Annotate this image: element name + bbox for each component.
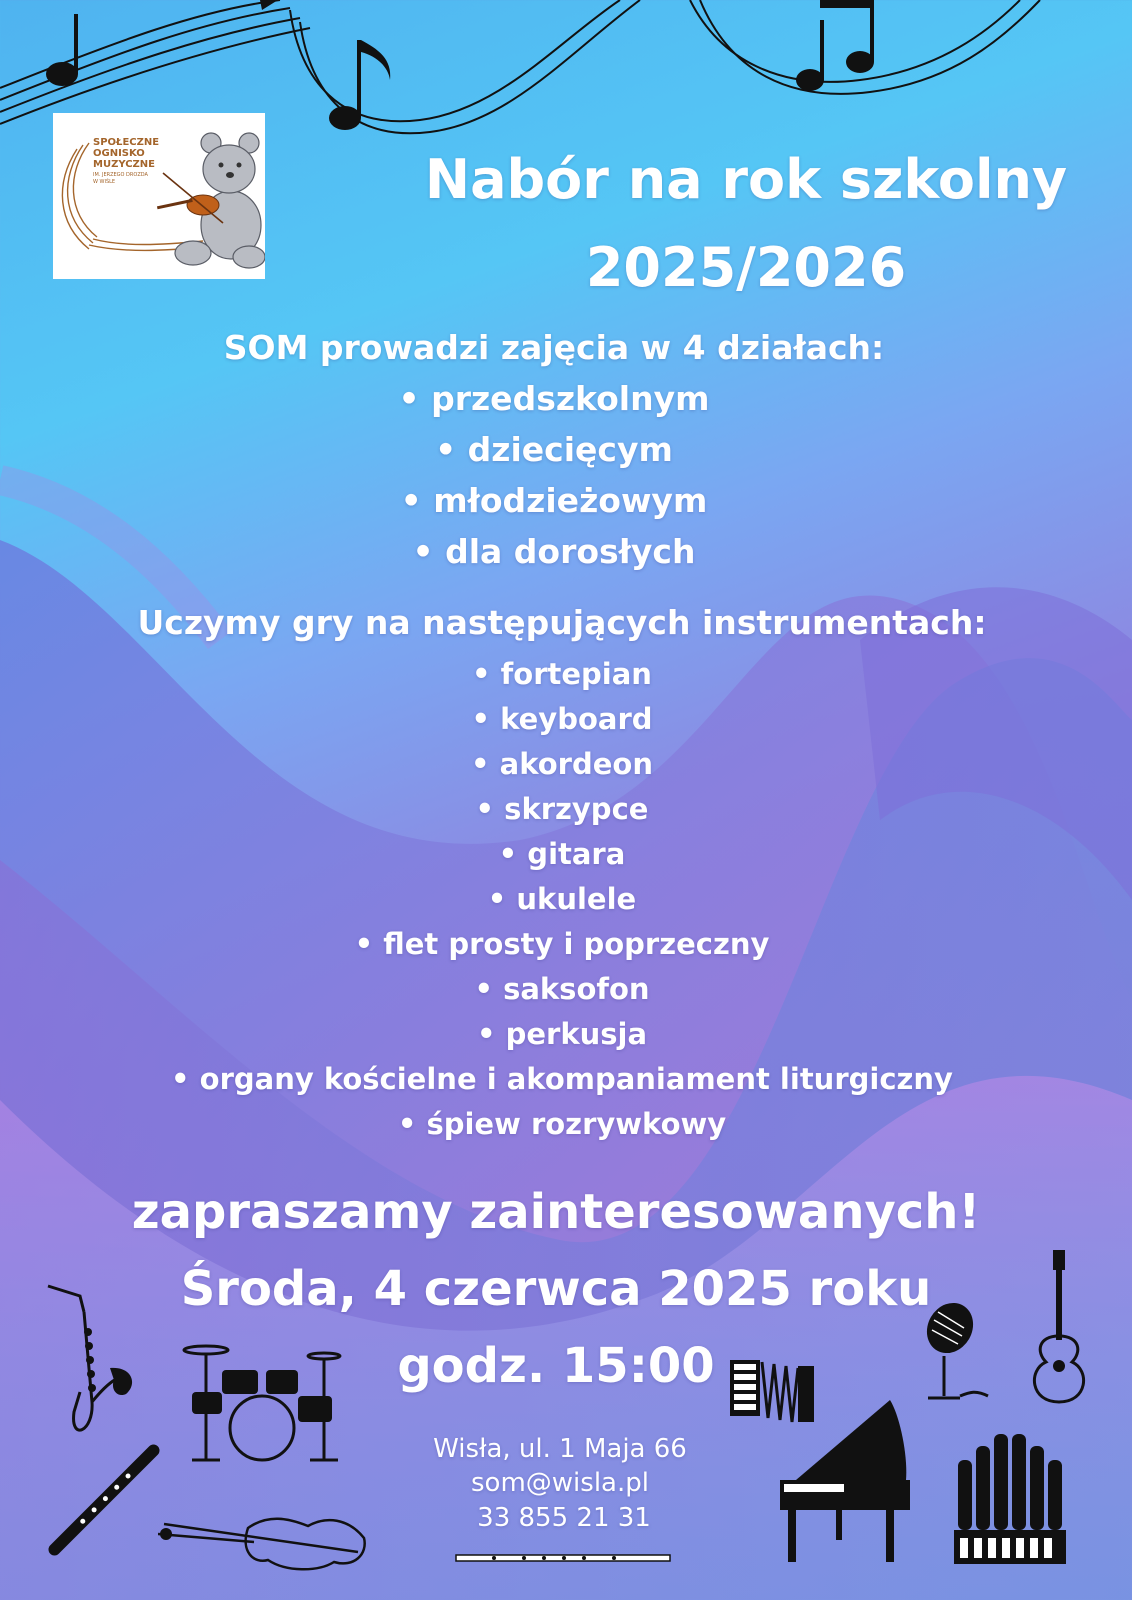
logo-line-1: SPOŁECZNE xyxy=(93,137,160,148)
logo-line-3: MUZYCZNE xyxy=(93,159,155,170)
department-item: • dziecięcym xyxy=(435,430,673,469)
department-item: • przedszkolnym xyxy=(398,379,710,418)
instrument-item: • organy kościelne i akompaniament liturgiczny xyxy=(171,1062,953,1096)
invite-line-1: zapraszamy zainteresowanych! xyxy=(131,1184,981,1240)
contact-address: Wisła, ul. 1 Maja 66 xyxy=(433,1434,687,1464)
instrument-item: • gitara xyxy=(498,837,626,871)
contact-phone: 33 855 21 31 xyxy=(477,1503,651,1533)
school-logo xyxy=(53,113,265,279)
logo-line-4: IM. JERZEGO DROZDA xyxy=(93,172,148,178)
department-item: • młodzieżowym xyxy=(400,481,708,520)
logo-line-5: W WIŚLE xyxy=(93,179,116,185)
instrument-item: • ukulele xyxy=(487,882,637,916)
contact-email: som@wisla.pl xyxy=(471,1468,649,1498)
invite-time: godz. 15:00 xyxy=(397,1338,715,1394)
instrument-item: • śpiew rozrywkowy xyxy=(397,1107,727,1141)
instrument-item: • akordeon xyxy=(471,747,653,781)
instrument-item: • skrzypce xyxy=(475,792,649,826)
department-item: • dla dorosłych xyxy=(412,532,696,571)
logo-line-2: OGNISKO xyxy=(93,148,145,159)
departments-heading: SOM prowadzi zajęcia w 4 działach: xyxy=(223,328,885,367)
invite-date: Środa, 4 czerwca 2025 roku xyxy=(180,1261,932,1317)
instrument-item: • perkusja xyxy=(476,1017,648,1051)
instrument-item: • fortepian xyxy=(472,657,652,691)
instrument-item: • saksofon xyxy=(474,972,650,1006)
instrument-item: • keyboard xyxy=(471,702,653,736)
title-line-2: 2025/2026 xyxy=(585,236,907,299)
instrument-item: • flet prosty i poprzeczny xyxy=(354,927,770,961)
instruments-heading: Uczymy gry na następujących instrumentach: xyxy=(137,603,987,642)
title-line-1: Nabór na rok szkolny xyxy=(424,148,1068,211)
